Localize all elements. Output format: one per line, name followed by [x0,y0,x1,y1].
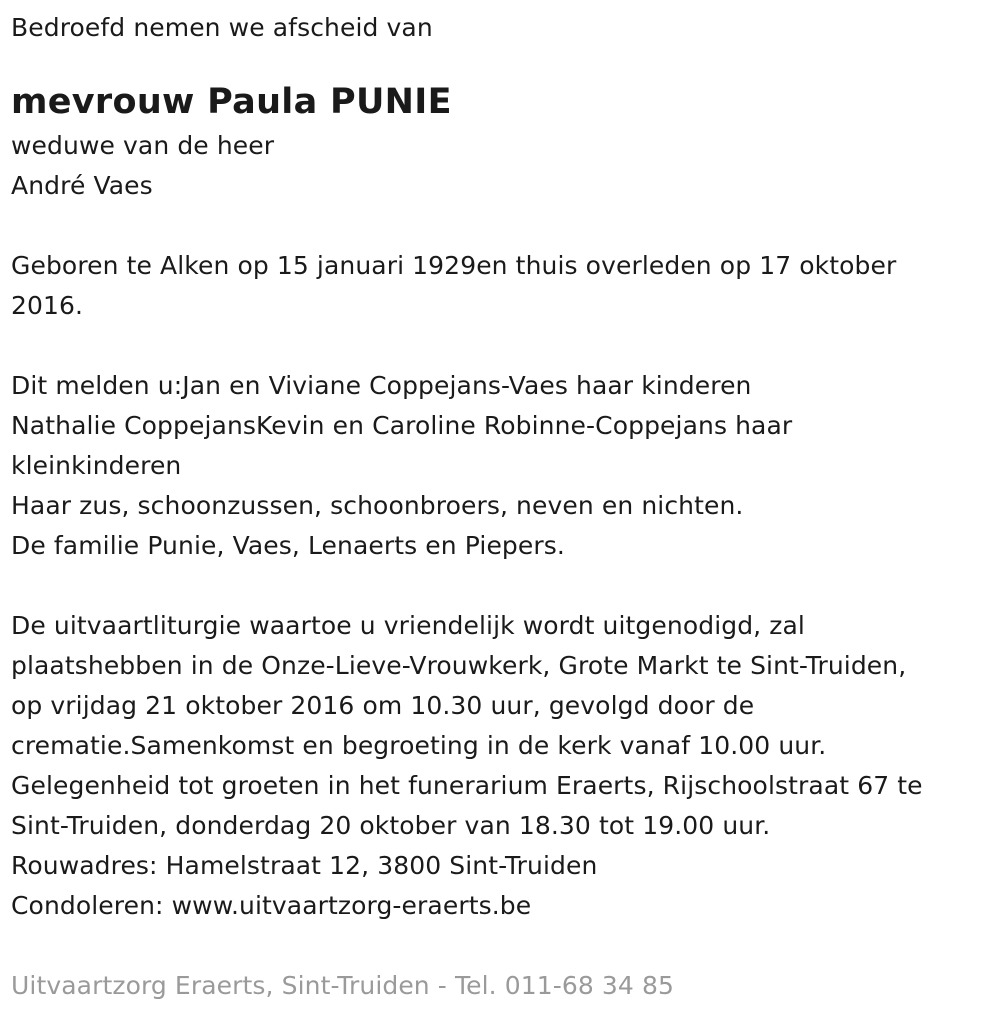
spacer [11,566,1000,606]
birth-death-line-1: Geboren te Alken op 15 januari 1929en thuis overleden op 17 oktober [11,251,897,280]
deceased-name: mevrouw Paula PUNIE [11,82,452,122]
ceremony-line-4: crematie.Samenkomst en begroeting in de kerk vanaf 10.00 uur. [11,731,827,760]
ceremony-line-5: Gelegenheid tot groeten in het funerarium Eraerts, Rijschoolstraat 67 te [11,771,923,800]
mourning-address: Rouwadres: Hamelstraat 12, 3800 Sint-Truiden [11,851,598,880]
family-line-2: Nathalie CoppejansKevin en Caroline Robinne-Coppejans haar [11,411,793,440]
ceremony-line-3: op vrijdag 21 oktober 2016 om 10.30 uur, gevolgd door de [11,691,755,720]
family-line-3: kleinkinderen [11,451,182,480]
condolence-website: Condoleren: www.uitvaartzorg-eraerts.be [11,891,532,920]
family-line-1: Dit melden u:Jan en Viviane Coppejans-Vaes haar kinderen [11,371,752,400]
spacer [11,326,1000,366]
ceremony-line-1: De uitvaartliturgie waartoe u vriendelijk wordt uitgenodigd, zal [11,611,805,640]
ceremony-line-6: Sint-Truiden, donderdag 20 oktober van 18.30 tot 19.00 uur. [11,811,771,840]
spacer [11,206,1000,246]
ceremony-line-2: plaatshebben in de Onze-Lieve-Vrouwkerk, Grote Markt te Sint-Truiden, [11,651,907,680]
birth-death-line-2: 2016. [11,291,84,320]
spouse-line-1: weduwe van de heer [11,131,275,160]
family-line-4: Haar zus, schoonzussen, schoonbroers, neven en nichten. [11,491,744,520]
funeral-home-footer: Uitvaartzorg Eraerts, Sint-Truiden - Tel. 011-68 34 85 [11,971,674,1000]
spouse-line-2: André Vaes [11,171,153,200]
intro-text: Bedroefd nemen we afscheid van [11,13,433,42]
family-line-5: De familie Punie, Vaes, Lenaerts en Piepers. [11,531,565,560]
